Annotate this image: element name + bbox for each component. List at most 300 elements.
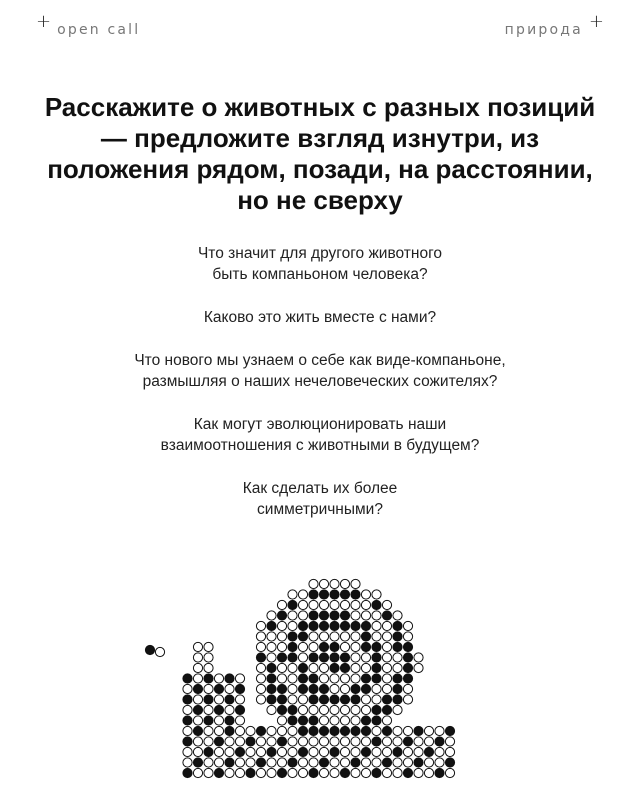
snail-dot — [225, 684, 234, 693]
snail-dot — [277, 758, 286, 767]
snail-dot — [256, 737, 265, 746]
snail-dot — [351, 600, 360, 609]
snail-dot — [288, 632, 297, 641]
headline: Расскажите о животных с разных позиций — предложите взгляд изнутри, из положения рядом, позади, на расстоянии, но не сверху — [44, 92, 596, 215]
snail-dot — [351, 695, 360, 704]
snail-dot — [267, 768, 276, 777]
snail-dot — [382, 653, 391, 662]
snail-dot — [193, 684, 202, 693]
snail-dot — [309, 737, 318, 746]
snail-dot — [361, 695, 370, 704]
snail-dot — [235, 747, 244, 756]
snail-dot — [193, 674, 202, 683]
snail-dot — [309, 600, 318, 609]
snail-dot — [340, 663, 349, 672]
snail-dot — [361, 642, 370, 651]
snail-dot — [340, 758, 349, 767]
snail-dot — [393, 768, 402, 777]
snail-dot — [288, 695, 297, 704]
snail-dot — [351, 611, 360, 620]
snail-dot — [183, 737, 192, 746]
snail-dot — [361, 590, 370, 599]
snail-dot — [277, 695, 286, 704]
snail-dot — [330, 726, 339, 735]
snail-dot — [235, 716, 244, 725]
snail-dot — [445, 747, 454, 756]
snail-dot — [361, 716, 370, 725]
snail-dot — [361, 600, 370, 609]
snail-dot — [361, 663, 370, 672]
snail-dot — [361, 621, 370, 630]
snail-dot — [277, 768, 286, 777]
snail-dot — [193, 726, 202, 735]
snail-dot — [403, 737, 412, 746]
snail-dot — [340, 621, 349, 630]
snail-dot — [382, 695, 391, 704]
snail-dot — [351, 768, 360, 777]
snail-dot — [330, 663, 339, 672]
snail-dot — [235, 737, 244, 746]
snail-dot — [393, 642, 402, 651]
snail-dot — [193, 653, 202, 662]
snail-dot — [330, 600, 339, 609]
snail-dot — [382, 705, 391, 714]
snail-dot — [414, 663, 423, 672]
snail-dot — [319, 632, 328, 641]
snail-dot — [309, 716, 318, 725]
snail-dot — [361, 737, 370, 746]
snail-dot — [351, 663, 360, 672]
snail-dot — [414, 768, 423, 777]
snail-dot — [351, 726, 360, 735]
snail-dot — [340, 726, 349, 735]
snail-dot — [382, 758, 391, 767]
snail-dot — [319, 716, 328, 725]
snail-dot — [277, 611, 286, 620]
snail-dot — [340, 632, 349, 641]
snail-dot — [372, 600, 381, 609]
snail-dot — [361, 726, 370, 735]
snail-dot — [204, 684, 213, 693]
snail-dot — [256, 695, 265, 704]
snail-dot — [277, 737, 286, 746]
snail-dot — [372, 611, 381, 620]
snail-dot — [372, 684, 381, 693]
snail-dot — [145, 645, 154, 654]
snail-dot — [372, 695, 381, 704]
snail-dot — [288, 747, 297, 756]
snail-dot — [183, 695, 192, 704]
snail-dot — [340, 611, 349, 620]
snail-dot — [382, 726, 391, 735]
snail-dot — [277, 716, 286, 725]
snail-dot — [340, 768, 349, 777]
snail-dot — [204, 674, 213, 683]
snail-dot — [319, 737, 328, 746]
snail-dot — [298, 663, 307, 672]
snail-dot — [267, 695, 276, 704]
snail-dot — [193, 768, 202, 777]
snail-dot — [330, 590, 339, 599]
snail-dot — [382, 737, 391, 746]
snail-dot — [393, 737, 402, 746]
snail-dot — [382, 611, 391, 620]
snail-dot — [382, 674, 391, 683]
snail-dot — [330, 684, 339, 693]
snail-dot — [267, 747, 276, 756]
snail-dot — [319, 621, 328, 630]
snail-dot — [393, 695, 402, 704]
snail-dot — [298, 695, 307, 704]
snail-dot — [382, 642, 391, 651]
snail-dot — [298, 716, 307, 725]
snail-dot — [361, 768, 370, 777]
snail-dot — [393, 663, 402, 672]
snail-dot — [288, 726, 297, 735]
snail-dot — [403, 768, 412, 777]
snail-dot — [225, 726, 234, 735]
snail-dot — [214, 716, 223, 725]
snail-dot — [319, 663, 328, 672]
snail-dot — [267, 674, 276, 683]
snail-dot — [298, 674, 307, 683]
snail-dot — [403, 758, 412, 767]
snail-dot — [246, 758, 255, 767]
category-label: природа — [504, 22, 583, 38]
snail-dot — [340, 653, 349, 662]
snail-dot — [204, 747, 213, 756]
snail-dot — [246, 726, 255, 735]
snail-dot — [372, 716, 381, 725]
snail-dot — [183, 674, 192, 683]
snail-dot — [298, 590, 307, 599]
snail-dot — [372, 758, 381, 767]
snail-dot — [193, 695, 202, 704]
snail-dot — [225, 758, 234, 767]
snail-dot — [183, 747, 192, 756]
snail-dot — [277, 642, 286, 651]
snail-dot — [204, 716, 213, 725]
snail-dot — [351, 705, 360, 714]
snail-dot — [361, 747, 370, 756]
snail-dot — [214, 684, 223, 693]
snail-dot — [214, 768, 223, 777]
plus-icon: + — [588, 11, 604, 32]
snail-dot — [277, 705, 286, 714]
snail-dot — [393, 726, 402, 735]
snail-dot — [309, 621, 318, 630]
question-2: Каково это жить вместе с нами? — [203, 309, 437, 326]
snail-dot — [204, 642, 213, 651]
snail-dot — [288, 758, 297, 767]
snail-dot — [382, 600, 391, 609]
snail-dot — [183, 716, 192, 725]
snail-dot — [445, 758, 454, 767]
snail-dot — [183, 758, 192, 767]
snail-dot — [225, 705, 234, 714]
snail-dot — [340, 705, 349, 714]
snail-icon — [130, 572, 490, 794]
snail-dot — [288, 590, 297, 599]
snail-dot — [298, 768, 307, 777]
snail-dot — [246, 768, 255, 777]
snail-dot — [382, 768, 391, 777]
snail-dot — [155, 647, 164, 656]
snail-dot — [319, 705, 328, 714]
snail-dot — [424, 747, 433, 756]
snail-dot — [351, 737, 360, 746]
snail-dot — [435, 737, 444, 746]
snail-dot — [277, 621, 286, 630]
snail-dot — [361, 674, 370, 683]
snail-dot — [372, 632, 381, 641]
snail-dot — [277, 653, 286, 662]
snail-dot — [393, 653, 402, 662]
snail-dot — [214, 758, 223, 767]
snail-dot — [267, 758, 276, 767]
snail-dot — [393, 621, 402, 630]
snail-dot — [319, 579, 328, 588]
snail-dot — [309, 758, 318, 767]
snail-dot — [351, 642, 360, 651]
snail-dot — [235, 684, 244, 693]
snail-dot — [277, 726, 286, 735]
snail-dot — [403, 632, 412, 641]
snail-dot — [382, 747, 391, 756]
snail-dot — [298, 621, 307, 630]
snail-dot — [330, 653, 339, 662]
snail-dot — [309, 611, 318, 620]
snail-dot — [319, 642, 328, 651]
snail-dot — [298, 611, 307, 620]
snail-dot — [414, 747, 423, 756]
snail-dot — [330, 611, 339, 620]
snail-dot — [372, 590, 381, 599]
snail-dot — [361, 758, 370, 767]
snail-dot — [351, 653, 360, 662]
snail-dot — [372, 726, 381, 735]
snail-dot — [351, 590, 360, 599]
snail-dot — [267, 642, 276, 651]
snail-dot — [235, 674, 244, 683]
snail-dot — [193, 663, 202, 672]
snail-dot — [424, 726, 433, 735]
snail-dot — [288, 600, 297, 609]
snail-dot — [298, 726, 307, 735]
question-5: Как сделать их более симметричными? — [242, 480, 398, 518]
snail-dot — [351, 716, 360, 725]
snail-dot — [319, 684, 328, 693]
snail-dot — [330, 695, 339, 704]
snail-dot — [256, 684, 265, 693]
snail-dot — [225, 674, 234, 683]
snail-dot — [298, 642, 307, 651]
snail-dot — [340, 600, 349, 609]
snail-dot — [193, 705, 202, 714]
snail-dot — [361, 653, 370, 662]
snail-dot — [424, 768, 433, 777]
snail-dot — [403, 642, 412, 651]
snail-dot — [267, 705, 276, 714]
snail-dot — [309, 653, 318, 662]
snail-dot — [372, 737, 381, 746]
snail-dot — [204, 726, 213, 735]
snail-dot — [361, 705, 370, 714]
snail-dot — [277, 674, 286, 683]
snail-dot — [319, 611, 328, 620]
snail-dot — [256, 621, 265, 630]
snail-dot — [235, 768, 244, 777]
snail-dot — [309, 705, 318, 714]
snail-dot — [372, 621, 381, 630]
question-4: Как могут эволюционировать наши взаимоотношения с животными в будущем? — [160, 416, 480, 454]
snail-dot — [183, 726, 192, 735]
snail-dot — [309, 674, 318, 683]
snail-dot — [256, 758, 265, 767]
snail-dot — [204, 758, 213, 767]
snail-dot — [288, 684, 297, 693]
snail-dot — [393, 674, 402, 683]
snail-dot — [288, 621, 297, 630]
snail-dot — [277, 684, 286, 693]
snail-dot — [309, 663, 318, 672]
snail-dot — [204, 768, 213, 777]
snail-dot — [319, 674, 328, 683]
snail-dot — [351, 674, 360, 683]
snail-dot — [256, 674, 265, 683]
snail-dot — [424, 758, 433, 767]
snail-dot — [298, 653, 307, 662]
snail-dot — [256, 747, 265, 756]
snail-dot — [330, 705, 339, 714]
snail-dot — [183, 684, 192, 693]
snail-dot — [340, 642, 349, 651]
snail-dot — [204, 653, 213, 662]
snail-dot — [351, 632, 360, 641]
snail-dot — [403, 653, 412, 662]
snail-dot — [298, 758, 307, 767]
snail-dot — [393, 632, 402, 641]
snail-dot — [193, 737, 202, 746]
question-1: Что значит для другого животного быть компаньоном человека? — [197, 245, 443, 283]
snail-dot — [351, 758, 360, 767]
snail-dot — [372, 642, 381, 651]
snail-dot — [204, 705, 213, 714]
snail-dot — [256, 768, 265, 777]
snail-dot — [340, 737, 349, 746]
snail-dot — [225, 695, 234, 704]
snail-dot — [288, 611, 297, 620]
snail-dot — [382, 663, 391, 672]
snail-dot — [214, 747, 223, 756]
snail-dot — [309, 747, 318, 756]
plus-icon: + — [36, 11, 52, 32]
snail-dot — [183, 705, 192, 714]
snail-dot — [267, 737, 276, 746]
snail-dot — [361, 632, 370, 641]
snail-dot — [403, 663, 412, 672]
snail-dot — [330, 632, 339, 641]
snail-dot — [298, 600, 307, 609]
snail-dot — [193, 642, 202, 651]
snail-dot — [403, 726, 412, 735]
snail-dot — [351, 747, 360, 756]
snail-dot — [309, 590, 318, 599]
snail-dot — [372, 674, 381, 683]
snail-dot — [435, 726, 444, 735]
snail-dot — [361, 611, 370, 620]
snail-dot — [183, 768, 192, 777]
snail-dot — [309, 684, 318, 693]
snail-dot — [235, 726, 244, 735]
snail-dot — [288, 642, 297, 651]
snail-dot — [288, 768, 297, 777]
snail-dot — [288, 737, 297, 746]
snail-dot — [288, 674, 297, 683]
snail-dot — [277, 632, 286, 641]
snail-dot — [393, 611, 402, 620]
snail-dot — [225, 768, 234, 777]
snail-dot — [277, 747, 286, 756]
snail-dot — [361, 684, 370, 693]
snail-dot — [309, 768, 318, 777]
snail-dot — [214, 737, 223, 746]
snail-dot — [246, 747, 255, 756]
snail-dot — [372, 747, 381, 756]
header-left — [36, 11, 141, 38]
snail-dot — [372, 768, 381, 777]
snail-dot — [309, 579, 318, 588]
snail-dot — [204, 695, 213, 704]
header-right — [504, 11, 604, 38]
snail-dot — [340, 674, 349, 683]
snail-dot — [340, 747, 349, 756]
snail-dot — [225, 737, 234, 746]
snail-dot — [330, 621, 339, 630]
snail-dot — [319, 768, 328, 777]
snail-dot — [288, 653, 297, 662]
snail-dot — [414, 726, 423, 735]
snail-dot — [235, 758, 244, 767]
snail-dot — [288, 716, 297, 725]
snail-dot — [403, 621, 412, 630]
snail-dot — [288, 663, 297, 672]
snail-dot — [403, 747, 412, 756]
snail-dot — [340, 684, 349, 693]
snail-dot — [214, 705, 223, 714]
snail-dot — [256, 632, 265, 641]
snail-dot — [235, 695, 244, 704]
snail-dot — [372, 653, 381, 662]
snail-dot — [309, 695, 318, 704]
snail-dot — [382, 621, 391, 630]
snail-dot — [414, 758, 423, 767]
snail-dot — [235, 705, 244, 714]
snail-dot — [435, 758, 444, 767]
snail-dot — [330, 747, 339, 756]
snail-dot — [393, 684, 402, 693]
snail-dot — [435, 747, 444, 756]
snail-dot — [445, 768, 454, 777]
snail-dot — [382, 716, 391, 725]
snail-dot — [319, 747, 328, 756]
snail-dot — [340, 590, 349, 599]
snail-dot — [403, 684, 412, 693]
snail-dot — [340, 716, 349, 725]
snail-dot — [309, 632, 318, 641]
snail-dot — [330, 758, 339, 767]
snail-dot — [414, 737, 423, 746]
